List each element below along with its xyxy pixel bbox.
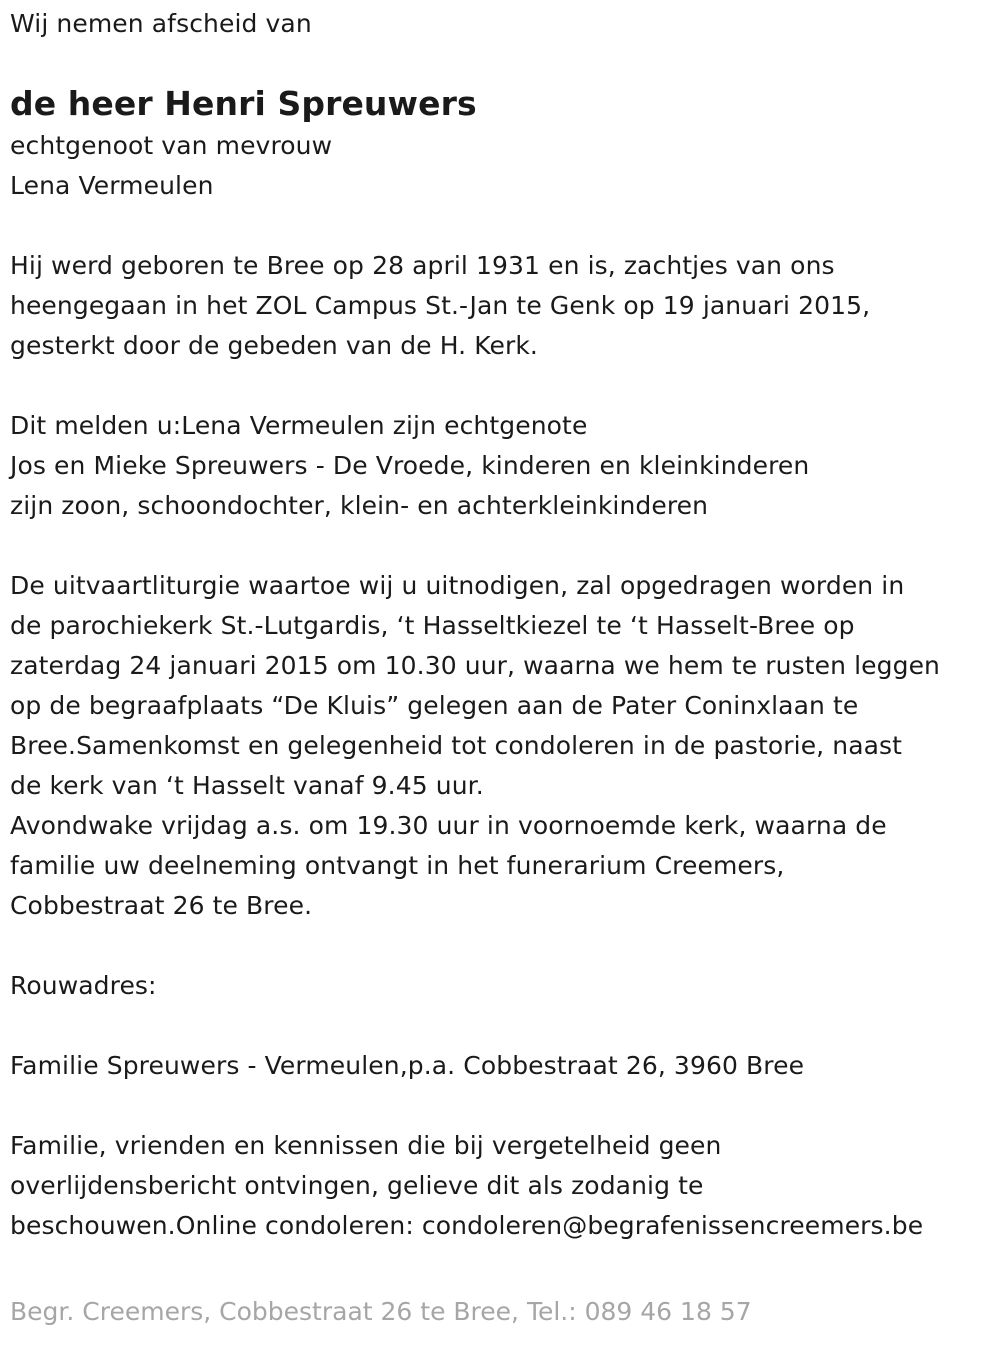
paragraph-line: Hij werd geboren te Bree op 28 april 1931 en is, zachtjes van ons [10,251,835,280]
intro-text: Wij nemen afscheid van [10,9,312,38]
paragraph-line: beschouwen.Online condoleren: condoleren@begrafenissencreemers.be [10,1211,924,1240]
announced-by-paragraph [10,406,995,526]
paragraph-line: de parochiekerk St.-Lutgardis, ‘t Hasseltkiezel te ‘t Hasselt-Bree op [10,611,855,640]
paragraph-line: gesterkt door de gebeden van de H. Kerk. [10,331,538,360]
funeral-paragraph [10,566,995,926]
paragraph-line: zijn zoon, schoondochter, klein- en achterkleinkinderen [10,491,709,520]
paragraph-line: De uitvaartliturgie waartoe wij u uitnodigen, zal opgedragen worden in [10,571,905,600]
paragraph-line: op de begraafplaats “De Kluis” gelegen aan de Pater Coninxlaan te [10,691,859,720]
paragraph-line: Familie, vrienden en kennissen die bij vergetelheid geen [10,1131,722,1160]
paragraph-line: de kerk van ‘t Hasselt vanaf 9.45 uur. [10,771,484,800]
deceased-name: de heer Henri Spreuwers [10,84,477,123]
paragraph-line: Avondwake vrijdag a.s. om 19.30 uur in voornoemde kerk, waarna de [10,811,887,840]
paragraph-line: Dit melden u:Lena Vermeulen zijn echtgenote [10,411,588,440]
mourning-address: Familie Spreuwers - Vermeulen,p.a. Cobbestraat 26, 3960 Bree [10,1051,805,1080]
birth-death-paragraph [10,246,995,366]
paragraph-line: zaterdag 24 januari 2015 om 10.30 uur, waarna we hem te rusten leggen [10,651,940,680]
spouse-prefix: echtgenoot van mevrouw [10,131,333,160]
closing-paragraph [10,1126,995,1246]
paragraph-line: Bree.Samenkomst en gelegenheid tot condoleren in de pastorie, naast [10,731,903,760]
paragraph-line: overlijdensbericht ontvingen, gelieve dit als zodanig te [10,1171,704,1200]
paragraph-line: familie uw deelneming ontvangt in het funerarium Creemers, [10,851,785,880]
funeral-home-footer: Begr. Creemers, Cobbestraat 26 te Bree, Tel.: 089 46 18 57 [10,1297,752,1326]
paragraph-line: heengegaan in het ZOL Campus St.-Jan te Genk op 19 januari 2015, [10,291,871,320]
mourning-address-label: Rouwadres: [10,971,157,1000]
spouse-name: Lena Vermeulen [10,171,214,200]
obituary-document [10,4,995,1246]
paragraph-line: Cobbestraat 26 te Bree. [10,891,313,920]
paragraph-line: Jos en Mieke Spreuwers - De Vroede, kinderen en kleinkinderen [10,451,810,480]
